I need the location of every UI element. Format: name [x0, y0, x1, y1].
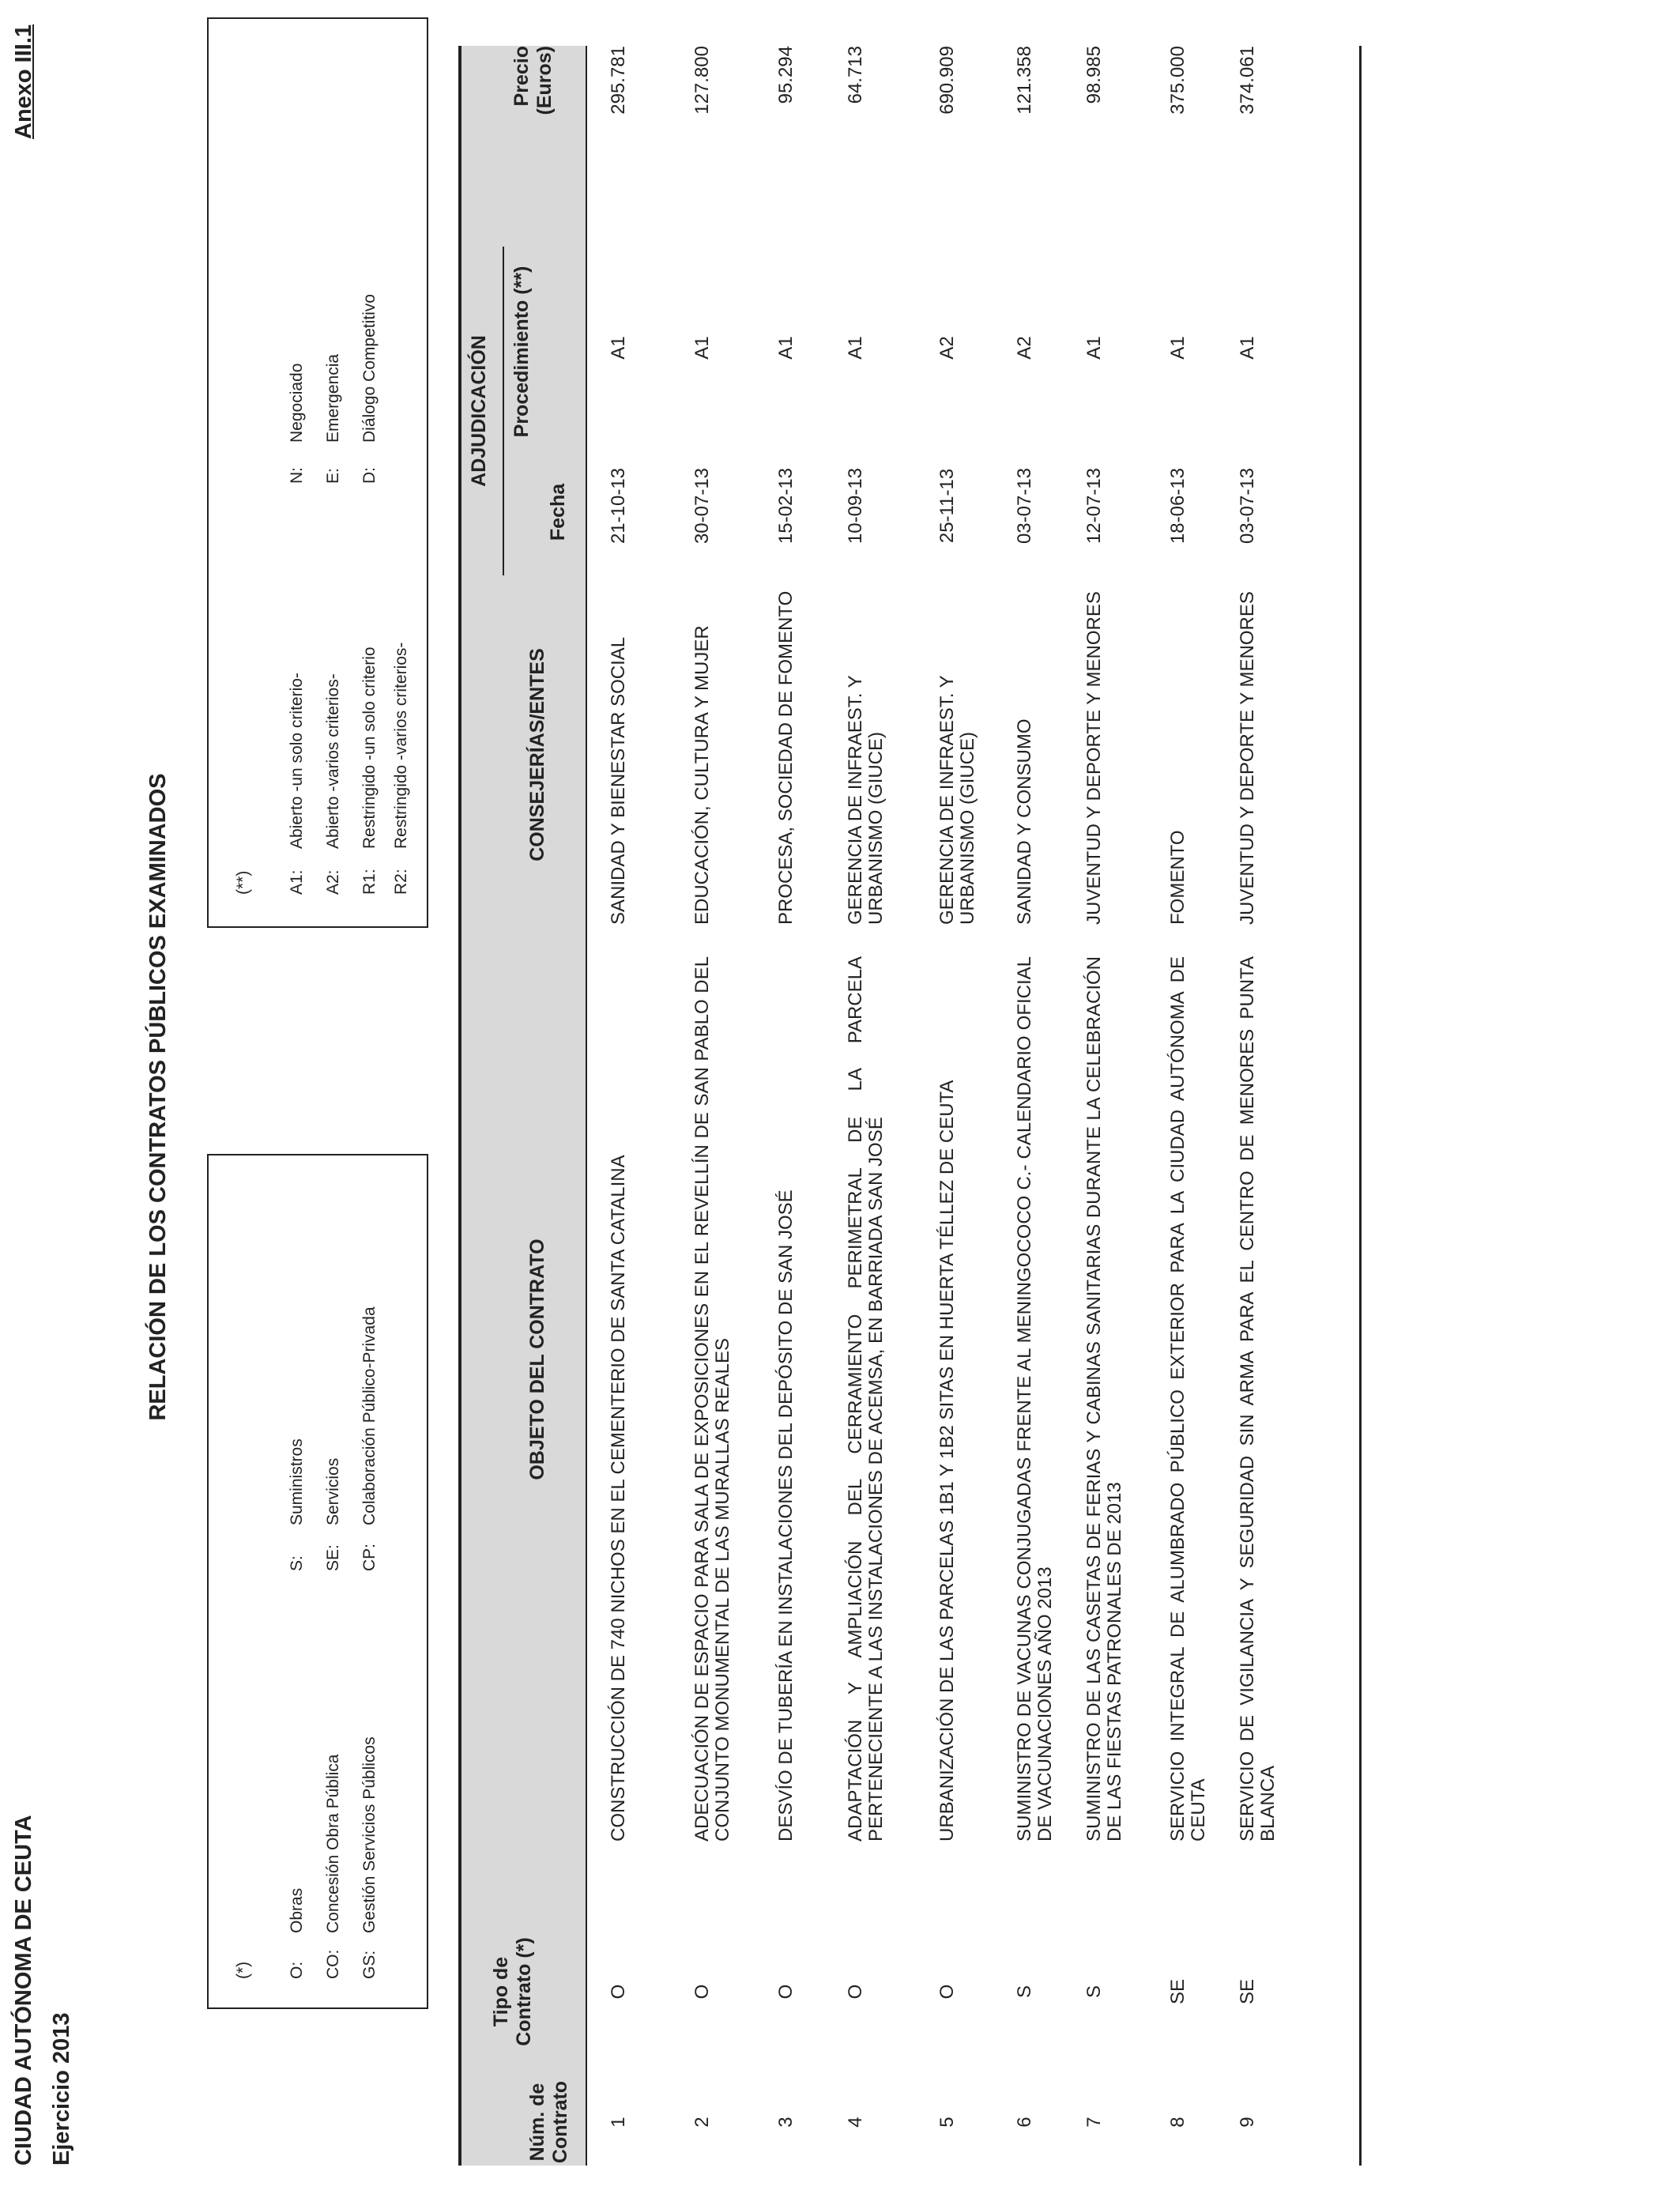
cell-procedimiento: A1 [1167, 336, 1188, 360]
annex-label: Anexo III.1 [11, 24, 36, 139]
cell-precio: 127.800 [691, 46, 713, 115]
cell-fecha: 18-06-13 [1167, 467, 1188, 545]
cell-precio: 374.061 [1237, 46, 1258, 115]
legend-item: CP:Colaboración Público-Privada [360, 1306, 379, 1571]
legend-item: R1:Restringido -un solo criterio [360, 647, 379, 895]
header-num: Núm. de Contrato [526, 2080, 571, 2164]
cell-num: 8 [1167, 2117, 1188, 2128]
cell-procedimiento: A1 [608, 336, 629, 360]
cell-procedimiento: A1 [775, 336, 797, 360]
legend-item: CO:Concesión Obra Pública [324, 1754, 342, 1979]
entity-name: CIUDAD AUTÓNOMA DE CEUTA [11, 1815, 36, 2166]
cell-objeto: CONSTRUCCIÓN DE 740 NICHOS EN EL CEMENTERIO DE SANTA CATALINA [608, 1155, 629, 1842]
header-adjudicacion: ADJUDICACIÓN [468, 335, 490, 487]
cell-num: 3 [775, 2117, 797, 2128]
cell-precio: 95.294 [775, 46, 797, 104]
header-objeto: OBJETO DEL CONTRATO [526, 1238, 548, 1480]
cell-tipo: SE [1167, 1979, 1188, 2005]
legend-procedure [207, 17, 428, 928]
cell-tipo: O [936, 1984, 958, 2000]
cell-consejeria: JUVENTUD Y DEPORTE Y MENORES [1083, 591, 1105, 925]
cell-consejeria: SANIDAD Y BIENESTAR SOCIAL [608, 636, 629, 925]
cell-precio: 121.358 [1014, 46, 1035, 115]
cell-precio: 295.781 [608, 46, 629, 115]
cell-num: 5 [936, 2117, 958, 2128]
cell-consejeria: SANIDAD Y CONSUMO [1014, 718, 1035, 925]
cell-objeto: SERVICIO INTEGRAL DE ALUMBRADO PÚBLICO EXTERIOR PARA LA CIUDAD AUTÓNOMA DE CEUTA [1167, 956, 1209, 1842]
cell-tipo: O [775, 1984, 797, 2000]
cell-precio: 375.000 [1167, 46, 1188, 115]
cell-num: 2 [691, 2117, 713, 2128]
cell-objeto: ADECUACIÓN DE ESPACIO PARA SALA DE EXPOSICIONES EN EL REVELLÍN DE SAN PABLO DEL CONJUNTO MONUMENTAL DE LAS MURALLAS REALES [691, 956, 733, 1842]
cell-consejeria: FOMENTO [1167, 830, 1188, 925]
cell-fecha: 25-11-13 [936, 468, 958, 544]
cell-objeto: SUMINISTRO DE LAS CASETAS DE FERIAS Y CABINAS SANITARIAS DURANTE LA CELEBRACIÓN DE LAS FIESTAS PATRONALES DE 2013 [1083, 956, 1125, 1842]
adjudicacion-rule [503, 247, 504, 575]
cell-tipo: O [691, 1984, 713, 2000]
cell-tipo: S [1083, 1985, 1105, 1999]
cell-consejeria: GERENCIA DE INFRAEST. Y URBANISMO (GIUCE) [845, 675, 887, 925]
legend-contract-type [207, 1154, 428, 2009]
cell-consejeria: GERENCIA DE INFRAEST. Y URBANISMO (GIUCE) [936, 675, 978, 925]
cell-num: 6 [1014, 2117, 1035, 2128]
cell-num: 4 [845, 2117, 866, 2128]
header-tipo: Tipo de Contrato (*) [490, 1937, 535, 2046]
legend-item: O:Obras [288, 1887, 306, 1979]
cell-fecha: 10-09-13 [845, 467, 866, 545]
legend-item: GS:Gestión Servicios Públicos [360, 1736, 379, 1979]
cell-fecha: 30-07-13 [691, 467, 713, 545]
table-bottom-rule [1359, 46, 1362, 2166]
legend-item: E:Emergencia [324, 353, 342, 484]
cell-procedimiento: A1 [845, 336, 866, 360]
cell-procedimiento: A1 [1237, 336, 1258, 360]
cell-fecha: 12-07-13 [1083, 467, 1105, 545]
legend-marker: (*) [234, 1961, 252, 1979]
header-fecha: Fecha [547, 483, 569, 541]
legend-item: D:Diálogo Competitivo [360, 294, 379, 484]
cell-objeto: ADAPTACIÓN Y AMPLIACIÓN DEL CERRAMIENTO PERIMETRAL DE LA PARCELA PERTENECIENTE A LAS INSTALACIONES DE ACEMSA, EN BARRIADA SAN JOSÉ [845, 956, 887, 1842]
cell-precio: 690.909 [936, 46, 958, 115]
cell-precio: 64.713 [845, 46, 866, 104]
cell-consejeria: PROCESA, SOCIEDAD DE FOMENTO [775, 590, 797, 925]
cell-procedimiento: A1 [691, 336, 713, 360]
cell-procedimiento: A1 [1083, 336, 1105, 360]
cell-fecha: 03-07-13 [1014, 467, 1035, 545]
header-consejerias: CONSEJERÍAS/ENTES [526, 648, 548, 861]
cell-fecha: 03-07-13 [1237, 467, 1258, 545]
cell-fecha: 15-02-13 [775, 467, 797, 545]
cell-tipo: O [608, 1984, 629, 2000]
legend-item: N:Negociado [288, 363, 306, 484]
cell-tipo: SE [1237, 1979, 1258, 2005]
cell-num: 1 [608, 2117, 629, 2128]
cell-num: 7 [1083, 2117, 1105, 2128]
legend-item: R2:Restringido -varios criterios- [392, 642, 410, 895]
cell-consejeria: EDUCACIÓN, CULTURA Y MUJER [691, 625, 713, 925]
cell-num: 9 [1237, 2117, 1258, 2128]
header-precio: Precio (Euros) [510, 46, 556, 115]
cell-fecha: 21-10-13 [608, 467, 629, 545]
legend-item: SE:Servicios [324, 1457, 342, 1571]
cell-objeto: URBANIZACIÓN DE LAS PARCELAS 1B1 Y 1B2 SITAS EN HUERTA TÉLLEZ DE CEUTA [936, 1080, 958, 1842]
cell-objeto: DESVÍO DE TUBERÍA EN INSTALACIONES DEL DEPÓSITO DE SAN JOSÉ [775, 1189, 797, 1842]
table-top-rule [458, 46, 461, 2166]
header-procedimiento: Procedimiento (**) [510, 266, 533, 438]
page-title: RELACIÓN DE LOS CONTRATOS PÚBLICOS EXAMINADOS [145, 773, 171, 1421]
fiscal-year: Ejercicio 2013 [49, 2012, 74, 2166]
legend-item: S:Suministros [288, 1438, 306, 1571]
cell-objeto: SERVICIO DE VIGILANCIA Y SEGURIDAD SIN ARMA PARA EL CENTRO DE MENORES PUNTA BLANCA [1237, 956, 1279, 1842]
cell-tipo: O [845, 1984, 866, 2000]
legend-marker: (**) [234, 870, 252, 895]
cell-precio: 98.985 [1083, 46, 1105, 104]
legend-item: A2:Abierto -varios criterios- [324, 673, 342, 895]
cell-procedimiento: A2 [936, 336, 958, 360]
contracts-table [458, 46, 1375, 2166]
cell-objeto: SUMINISTRO DE VACUNAS CONJUGADAS FRENTE AL MENINGOCOCO C.- CALENDARIO OFICIAL DE VACUNACIONES AÑO 2013 [1014, 956, 1056, 1842]
cell-tipo: S [1014, 1985, 1035, 1999]
cell-consejeria: JUVENTUD Y DEPORTE Y MENORES [1237, 591, 1258, 925]
table-header-rule [586, 46, 587, 2166]
cell-procedimiento: A2 [1014, 336, 1035, 360]
legend-item: A1:Abierto -un solo criterio- [288, 673, 306, 895]
